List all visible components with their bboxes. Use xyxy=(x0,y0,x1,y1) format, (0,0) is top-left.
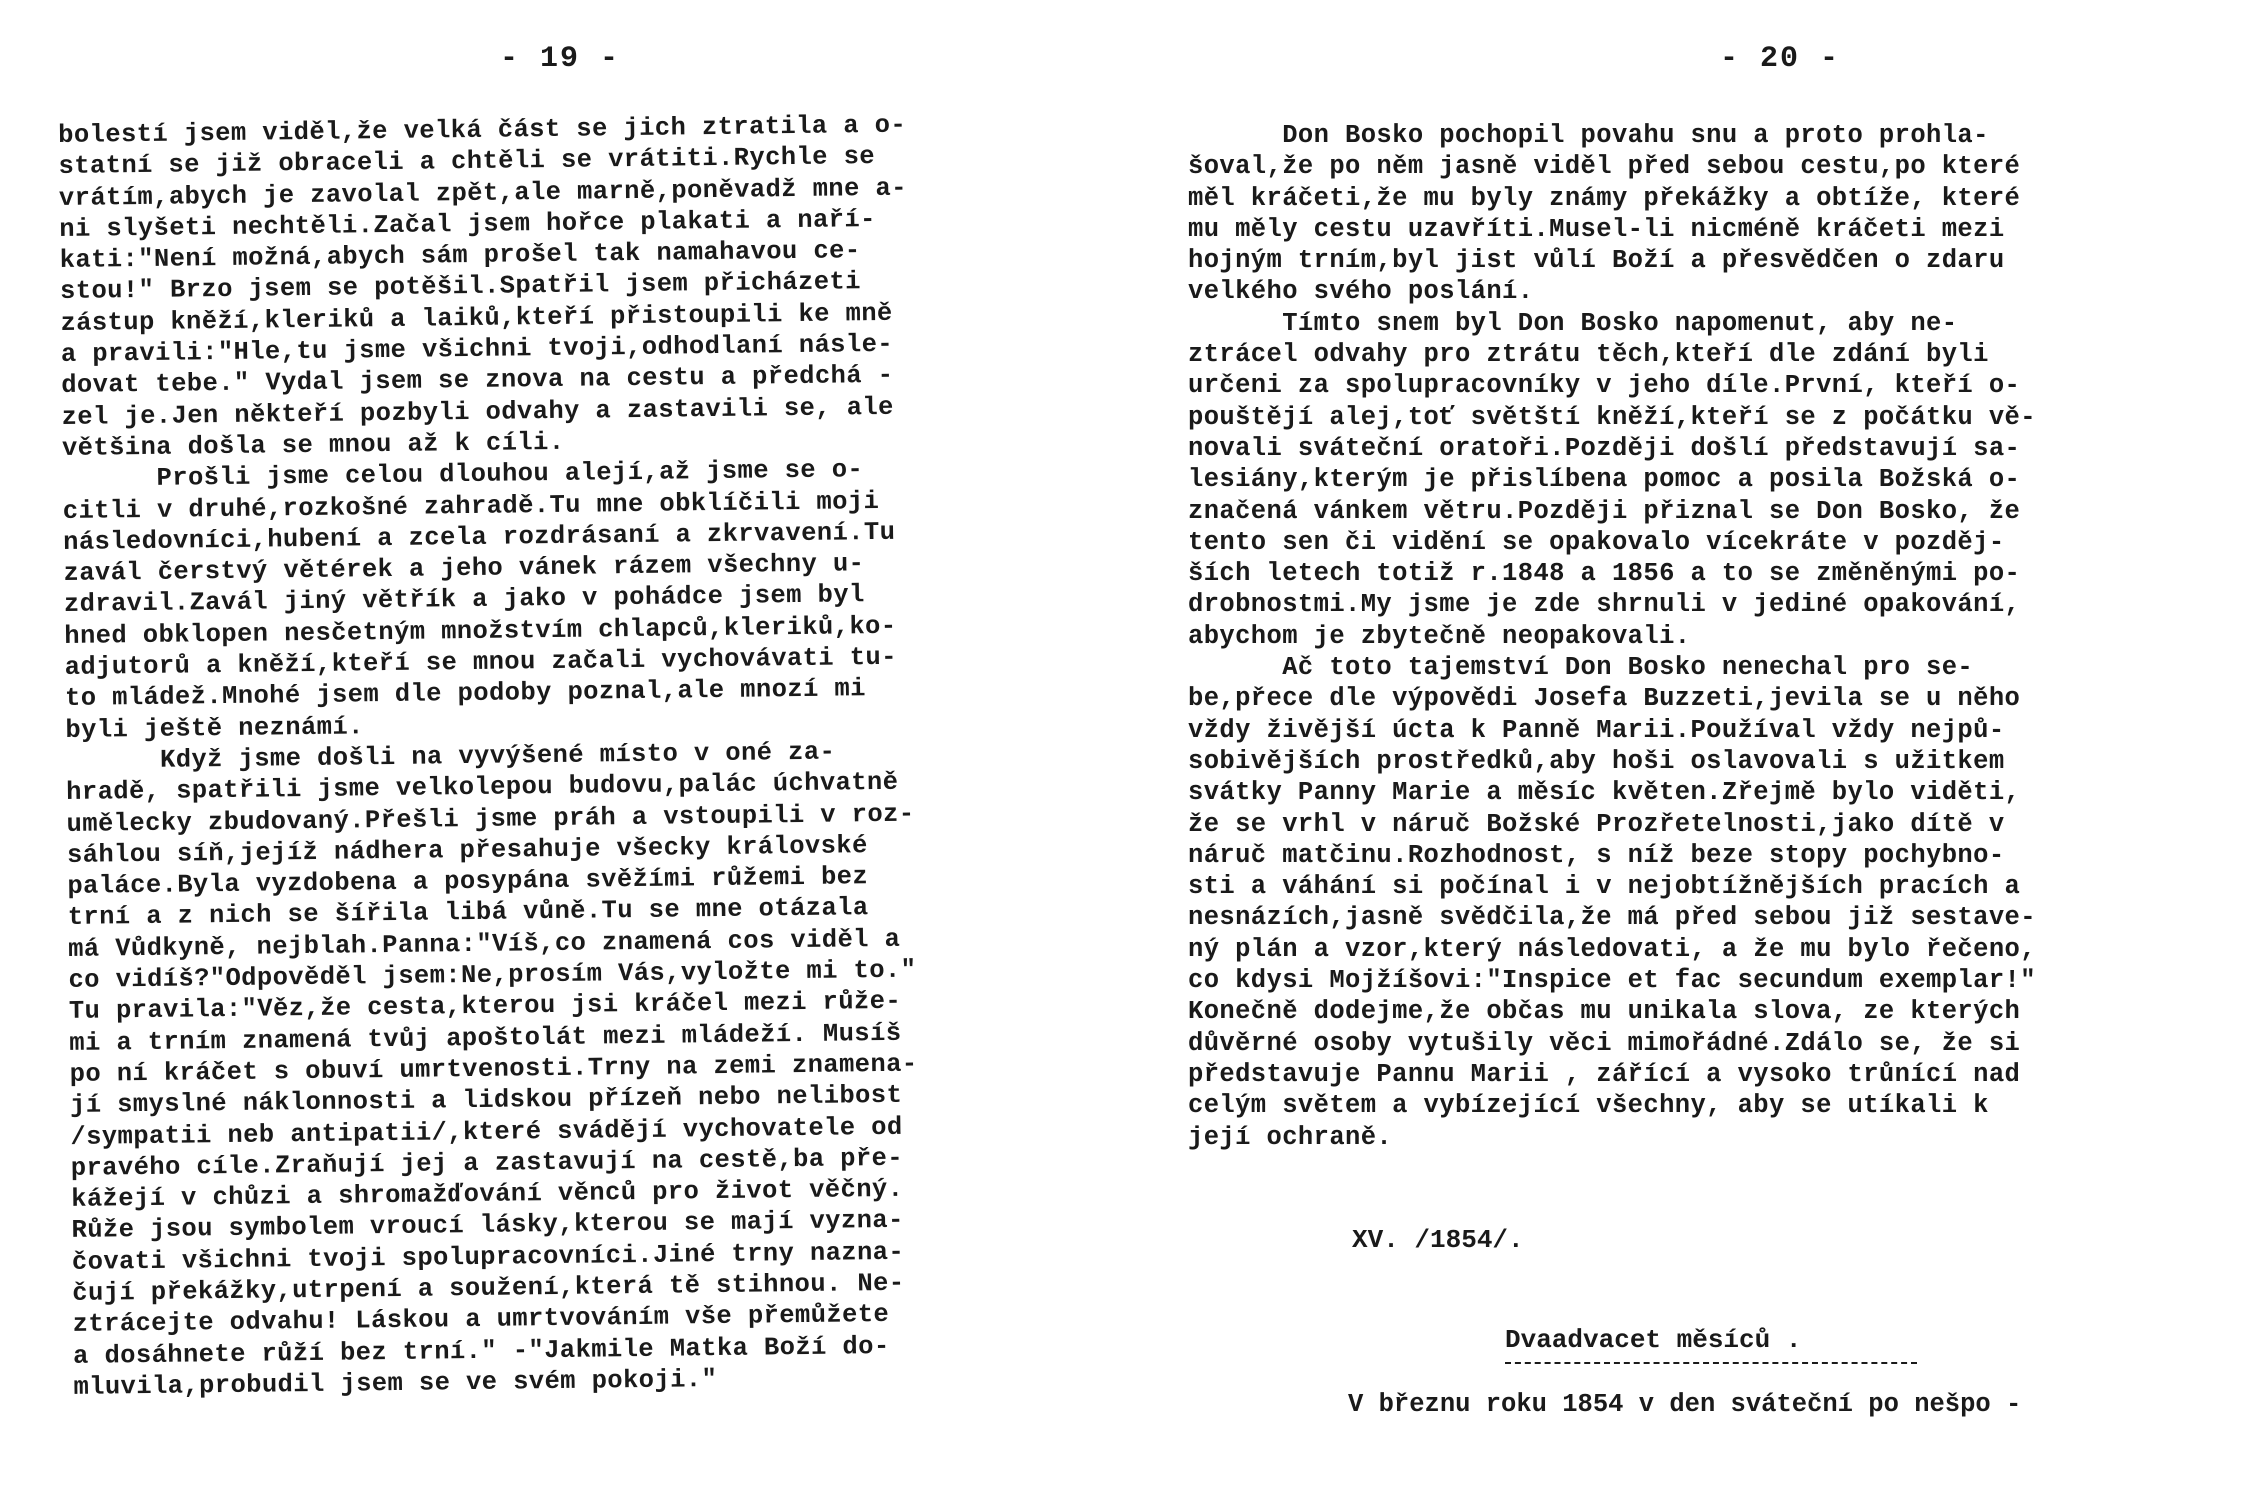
text-line: zástup kněží,kleriků a laiků,kteří přistoupili ke mně xyxy=(60,298,893,338)
page-number: - 19 - xyxy=(499,42,621,76)
text-line: následovníci,hubení a zcela rozdrásaní a zkrvavení.Tu xyxy=(62,517,896,557)
text-line: jí smyslné náklonnosti a lidskou přízeň nebo nelibost xyxy=(69,1080,903,1121)
text-line: Konečně dodejme,že občas mu unikala slova, ze kterých xyxy=(1188,997,2021,1027)
section-title: Dvaadvacet měsíců . xyxy=(1505,1325,1802,1355)
text-line: Tu pravila:"Věz,že cesta,kterou jsi kráčel mezi růže- xyxy=(68,987,902,1027)
text-line: ztrácejte odvahu! Láskou a umrtvováním vše přemůžete xyxy=(72,1300,890,1340)
page-number: - 20 - xyxy=(1719,42,1841,76)
text-line: co vidíš?"Odpověděl jsem:Ne,prosím Vás,vyložte mi to." xyxy=(68,955,917,995)
text-line: určeni za spolupracovníky v jeho díle.První, kteří o- xyxy=(1188,371,2021,401)
text-line: kážejí v chůzi a shromažďování věnců pro život věčný. xyxy=(71,1174,904,1215)
text-line: byli ještě neznámí. xyxy=(65,711,364,745)
text-line: pouštějí alej,toť světští kněží,kteří se z počátku vě- xyxy=(1188,402,2036,432)
text-line: Don Bosko pochopil povahu snu a proto prohla- xyxy=(1188,121,1989,150)
text-line: šoval,že po něm jasně viděl před sebou cestu,po které xyxy=(1188,152,2021,182)
right-page xyxy=(1130,0,2260,1500)
text-line: zel je.Jen někteří pozbyli odvahy a zastavili se, ale xyxy=(61,392,894,432)
text-line: ný plán a vzor,který následovati, a že mu bylo řečeno, xyxy=(1188,934,2036,964)
text-line: důvěrné osoby vytušily věci mimořádné.Zdálo se, že si xyxy=(1188,1028,2021,1058)
text-line: že se vrhl v náruč Božské Prozřetelnosti,jako dítě v xyxy=(1188,809,2005,839)
text-line: be,přece dle výpovědi Josefa Buzzeti,jevila se u něho xyxy=(1188,684,2021,714)
text-line: mu měly cestu uzavříti.Musel-li nicméně kráčeti mezi xyxy=(1188,214,2005,244)
text-line: po ní kráčet s obuví umrtvenosti.Trny na zemi znamena- xyxy=(69,1049,918,1089)
text-line: ni slyšeti nechtěli.Začal jsem hořce plakati a naří- xyxy=(59,204,876,244)
text-line: značená vánkem větru.Později přiznal se Don Bosko, že xyxy=(1188,496,2021,526)
text-line: vždy živější úcta k Panně Marii.Používal vždy nejpů- xyxy=(1188,715,2005,745)
text-line: paláce.Byla vyzdobena a posypána svěžími růžemi bez xyxy=(67,862,869,902)
text-line: tento sen či vidění se opakovalo vícekráte v pozděj- xyxy=(1188,527,2005,557)
text-line: celým světem a vybízející všechny, aby se utíkali k xyxy=(1188,1091,1989,1121)
text-line: kati:"Není možná,abych sám prošel tak namahavou ce- xyxy=(59,236,861,276)
text-line: Ač toto tajemství Don Bosko nenechal pro se- xyxy=(1188,653,1974,683)
text-line: /sympatii neb antipatii/,které svádějí vychovatele od xyxy=(70,1112,903,1152)
left-page-text xyxy=(58,107,1104,1403)
text-line: nesnázích,jasně svědčila,že má před sebou již sestave- xyxy=(1188,903,2036,933)
text-line: sti a váhání si počínal i v nejobtížnějších pracích a xyxy=(1188,872,2021,902)
text-line: měl kráčeti,že mu byly známy překážky a obtíže, které xyxy=(1188,183,2021,213)
text-line: to mládež.Mnohé jsem dle podoby poznal,ale mnozí mi xyxy=(64,674,867,714)
text-line: zdravil.Zavál jiný větřík a jako v pohádce jsem byl xyxy=(63,580,865,620)
text-line: mi a trním znamená tvůj apoštolát mezi mládeží. Musíš xyxy=(69,1018,902,1058)
text-line: ších letech totiž r.1848 a 1856 a to se změněnými po- xyxy=(1188,559,2021,589)
text-line: má Vůdkyně, nejblah.Panna:"Víš,co znamená cos viděl a xyxy=(67,924,901,964)
text-line: a dosáhnete růží bez trní." -"Jakmile Matka Boží do- xyxy=(72,1331,890,1371)
text-line: trní a z nich se šířila libá vůně.Tu se mne otázala xyxy=(67,893,869,933)
text-line: Tímto snem byl Don Bosko napomenut, aby ne- xyxy=(1188,308,1958,338)
text-line: představuje Pannu Marii , zářící a vysoko trůnící nad xyxy=(1188,1059,2021,1089)
text-line: V březnu roku 1854 v den sváteční po nešpo - xyxy=(1348,1390,2022,1419)
text-line: abychom je zbytečně neopakovali. xyxy=(1188,621,1691,651)
text-line: čovati všichni tvoji spolupracovníci.Jiné trny nazna- xyxy=(71,1237,905,1277)
text-line: umělecky zbudovaný.Přešli jsme práh a vstoupili v roz- xyxy=(66,799,915,839)
text-line: pravého cíle.Zraňují jej a zastavují na cestě,ba pře- xyxy=(70,1143,904,1183)
text-line: bolestí jsem viděl,že velká část se jich ztratila a o- xyxy=(58,110,907,150)
text-line: drobnostmi.My jsme je zde shrnuli v jediné opakování, xyxy=(1188,590,2021,620)
text-line: většina došla se mnou až k cíli. xyxy=(61,427,565,463)
chapter-heading: XV. /1854/. xyxy=(1352,1225,1524,1255)
text-line: sobivějších prostředků,aby hoši oslavovali s užitkem xyxy=(1188,746,2005,776)
right-page-text xyxy=(1188,120,2228,1153)
text-line: náruč matčinu.Rozhodnost, s níž beze stopy pochybno- xyxy=(1188,840,2005,870)
text-line: adjutorů a kněží,kteří se mnou začali vychovávati tu- xyxy=(64,642,898,683)
text-line: čují překážky,utrpení a soužení,která tě stihnou. Ne- xyxy=(72,1268,905,1308)
text-line: zavál čerstvý větérek a jeho vánek rázem všechny u- xyxy=(63,549,865,589)
text-line: hned obklopen nesčetným množstvím chlapců,kleriků,ko- xyxy=(64,611,897,651)
text-line: svátky Panny Marie a měsíc květen.Zřejmě bylo viděti, xyxy=(1188,778,2021,808)
text-line: vrátím,abych je zavolal zpět,ale marně,poněvadž mne a- xyxy=(58,173,908,213)
text-line: hradě, spatřili jsme velkolepou budovu,palác úchvatně xyxy=(66,768,899,808)
text-line: dovat tebe." Vydal jsem se znova na cestu a předchá - xyxy=(61,361,894,401)
text-line: novali sváteční oratoři.Později došlí představují sa- xyxy=(1188,433,2021,463)
text-line: hojným trním,byl jist vůlí Boží a přesvědčen o zdaru xyxy=(1188,246,2005,276)
section-title-underline xyxy=(1505,1362,1917,1364)
text-line: statní se již obraceli a chtěli se vrátiti.Rychle se xyxy=(58,142,876,182)
text-line: Když jsme došli na vyvýšené místo v oné za- xyxy=(65,737,836,776)
text-line: citli v druhé,rozkošné zahradě.Tu mne obklíčili moji xyxy=(62,486,880,526)
text-line: mluvila,probudil jsem se ve svém pokoji." xyxy=(73,1364,718,1402)
text-line: její ochraně. xyxy=(1188,1122,1393,1152)
text-line: stou!" Brzo jsem se potěšil.Spatřil jsem přicházeti xyxy=(59,267,862,307)
text-line: Růže jsou symbolem vroucí lásky,kterou se mají vyzna- xyxy=(71,1206,904,1246)
text-line: Prošli jsme celou dlouhou alejí,až jsme se o- xyxy=(62,455,864,495)
text-line: lesiány,kterým je přislíbena pomoc a posila Božská o- xyxy=(1188,465,2021,495)
text-line: sáhlou síň,jejíž nádhera přesahuje všecky královské xyxy=(66,830,868,870)
text-line: ztrácel odvahy pro ztrátu těch,kteří dle zdání byli xyxy=(1188,340,1989,370)
text-line: velkého svého poslání. xyxy=(1188,277,1534,307)
text-line: a pravili:"Hle,tu jsme všichni tvoji,odhodlaní násle- xyxy=(60,329,894,370)
text-line: co kdysi Mojžíšovi:"Inspice et fac secundum exemplar!" xyxy=(1188,966,2036,996)
